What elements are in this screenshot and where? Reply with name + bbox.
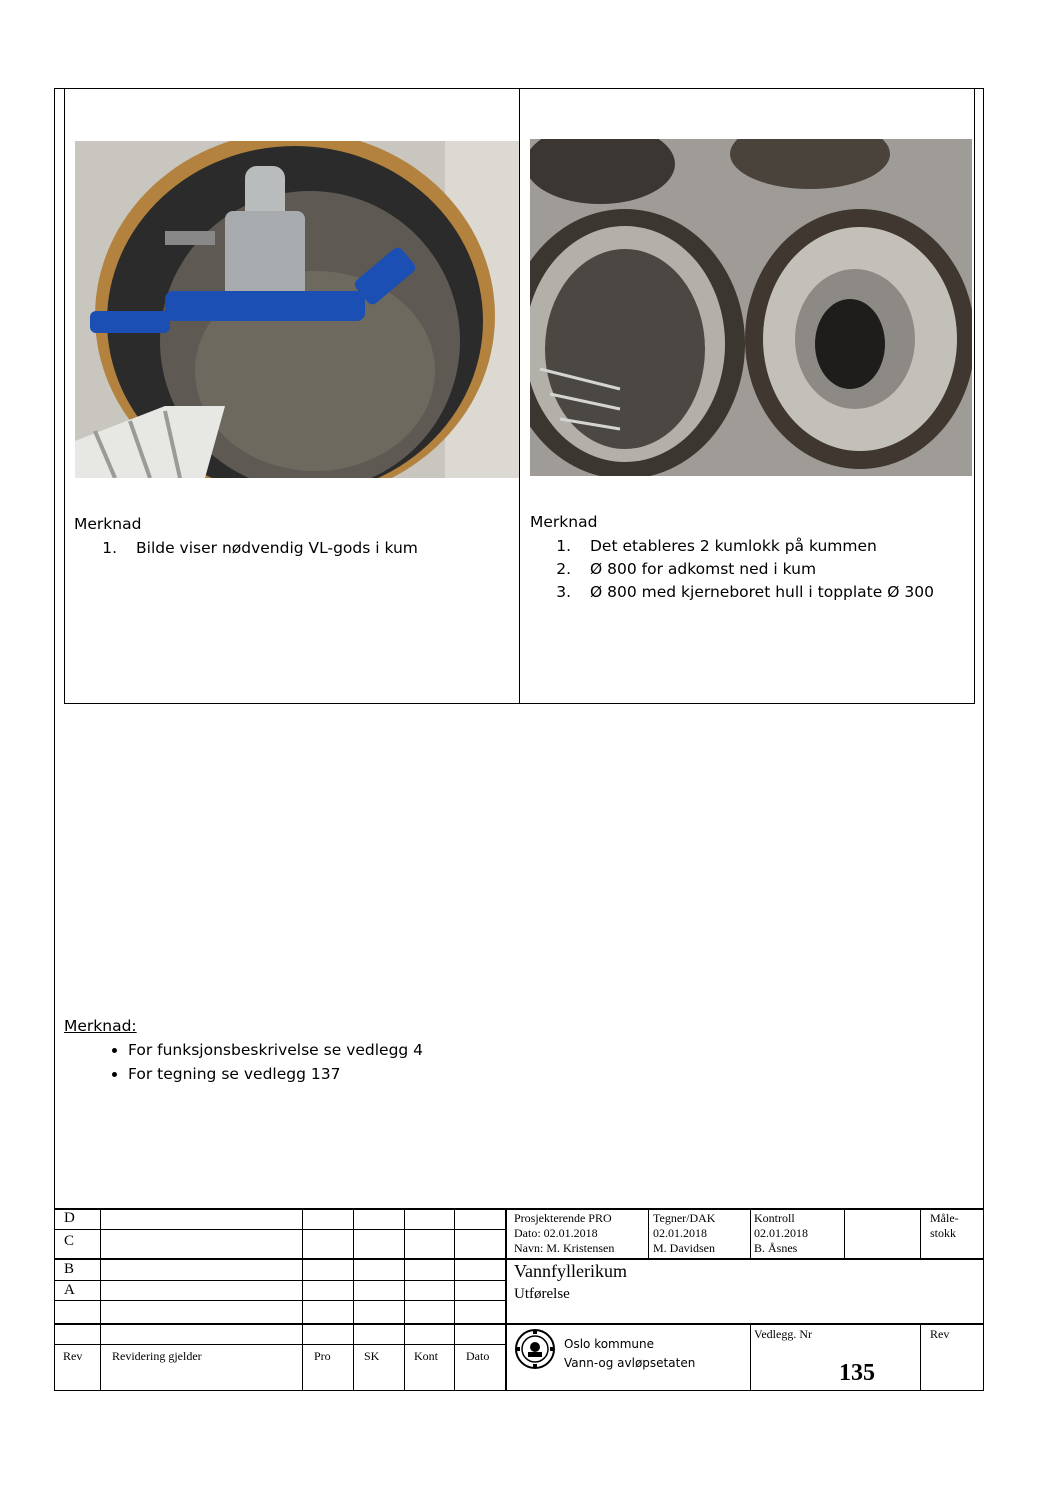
photo-valve-in-manhole [75, 141, 519, 478]
merknad-right-item: 3. Ø 800 med kjerneboret hull i topplate Ø 300 [576, 583, 934, 601]
oslo-kommune-logo-icon [514, 1328, 556, 1370]
org-name: Oslo kommune [564, 1337, 655, 1351]
header-kont: Kont [414, 1349, 438, 1363]
kontroll-label: Kontroll [754, 1211, 795, 1225]
tegner-label: Tegner/DAK [653, 1211, 716, 1225]
rev-label: Rev [930, 1327, 950, 1341]
merknad-right-title: Merknad [530, 513, 598, 531]
prosjekterende-date: Dato: 02.01.2018 [514, 1226, 598, 1240]
tegner-date: 02.01.2018 [653, 1226, 707, 1240]
header-rev: Rev [63, 1349, 83, 1363]
malestokk-label-2: stokk [930, 1226, 957, 1240]
kontroll-name: B. Åsnes [754, 1241, 798, 1255]
header-pro: Pro [314, 1349, 331, 1363]
header-sk: SK [364, 1349, 380, 1363]
rev-letter: A [64, 1282, 75, 1298]
photo-manhole-covers [530, 139, 972, 476]
photo-cell-left [65, 89, 520, 703]
photo-table [64, 88, 975, 704]
header-revidering: Revidering gjelder [112, 1349, 202, 1363]
org-department: Vann-og avløpsetaten [564, 1356, 696, 1370]
photo-cell-right [520, 89, 974, 703]
bottom-note-item: • For funksjonsbeskrivelse se vedlegg 4 [128, 1041, 423, 1059]
merknad-right-item: 2. Ø 800 for adkomst ned i kum [576, 560, 934, 578]
title-block [54, 1208, 984, 1391]
merknad-left [74, 515, 418, 562]
header-dato: Dato [466, 1349, 490, 1363]
kontroll-date: 02.01.2018 [754, 1226, 808, 1240]
project-title: Vannfyllerikum [514, 1261, 627, 1281]
vedlegg-label: Vedlegg. Nr [754, 1327, 812, 1341]
rev-letter: C [64, 1233, 75, 1249]
malestokk-label-1: Måle- [930, 1211, 959, 1225]
merknad-left-title: Merknad [74, 515, 142, 533]
bottom-note-title: Merknad: [64, 1017, 137, 1035]
merknad-right-item: 1. Det etableres 2 kumlokk på kummen [576, 537, 934, 555]
merknad-right [530, 513, 934, 606]
prosjekterende-name: Navn: M. Kristensen [514, 1241, 615, 1255]
vedlegg-number: 135 [839, 1360, 875, 1386]
tegner-name: M. Davidsen [653, 1241, 715, 1255]
bottom-note [64, 1017, 423, 1089]
bottom-note-item: • For tegning se vedlegg 137 [128, 1065, 423, 1083]
project-subtitle: Utførelse [514, 1286, 570, 1302]
merknad-left-item: 1. Bilde viser nødvendig VL-gods i kum [122, 539, 418, 557]
rev-letter: D [64, 1210, 75, 1226]
prosjekterende-label: Prosjekterende PRO [514, 1211, 612, 1225]
rev-letter: B [64, 1261, 75, 1277]
